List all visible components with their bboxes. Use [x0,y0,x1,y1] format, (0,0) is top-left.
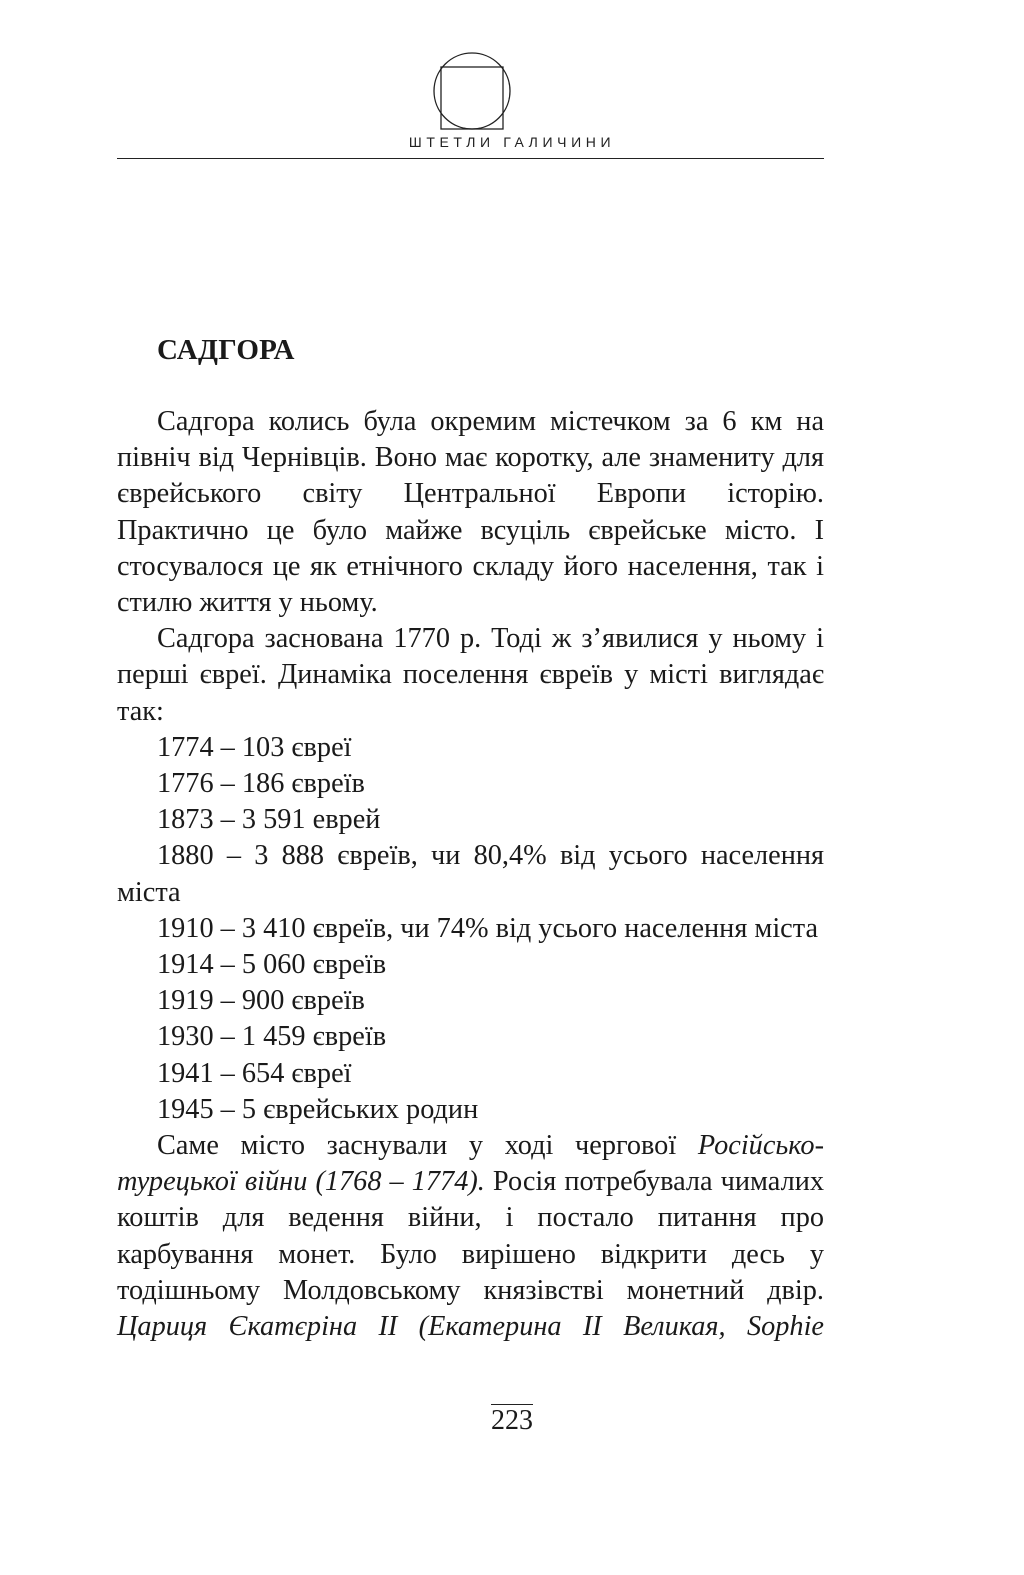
list-item: 1873 – 3 591 еврей [157,804,381,836]
paragraph-founding: Садгора заснована 1770 р. Тоді ж з’явилися у ньому і перші євреї. Динаміка поселення євреїв у місті виглядає так: [117,623,824,727]
body-text [117,404,824,1345]
empress-name-italic: Цариця Єкатєріна II (Екатерина II Великая, Sophie [117,1311,824,1343]
list-item: 1774 – 103 євреї [157,731,352,763]
circle-square-emblem-icon [432,51,512,131]
paragraph-intro: Садгора колись була окремим містечком за 6 км на північ від Чернівців. Воно має коротку, але знамениту для єврейського світу Центральної Европи історію. Практично це було майже всуціль єврейське місто. І стосувалося це як етнічного складу його населення, так і стилю життя у ньому. [117,406,824,619]
war-name-italic: Російсько-турецької війни (1768 – 1774). [117,1130,824,1198]
population-list [117,730,824,1128]
list-item: 1914 – 5 060 євреїв [157,949,387,981]
paragraph-war-text-1: Саме місто заснували у ході чергової [157,1130,698,1162]
list-item: 1930 – 1 459 євреїв [157,1021,387,1053]
paragraph-war-text-2: Росія потребувала чималих коштів для ведення війни, і постало питання про карбування монет. Було вирішено відкрити десь у тодішньому Молдовському князівстві монетний двір. [117,1166,824,1306]
list-item: 1919 – 900 євреїв [157,985,365,1017]
list-item: 1945 – 5 єврейських родин [157,1093,479,1125]
running-head: ШТЕТЛИ ГАЛИЧИНИ [408,134,616,150]
list-item: 1880 – 3 888 євреїв, чи 80,4% від усього населення міста [117,840,824,908]
chapter-title: САДГОРА [157,334,295,366]
header-rule [117,158,824,159]
page-number-value: 223 [491,1405,533,1436]
page-number [0,1404,1024,1437]
list-item: 1776 – 186 євреїв [157,768,365,800]
list-item: 1941 – 654 євреї [157,1057,352,1089]
list-item: 1910 – 3 410 євреїв, чи 74% від усього населення міста [157,912,819,944]
paragraph-war [117,1128,824,1345]
